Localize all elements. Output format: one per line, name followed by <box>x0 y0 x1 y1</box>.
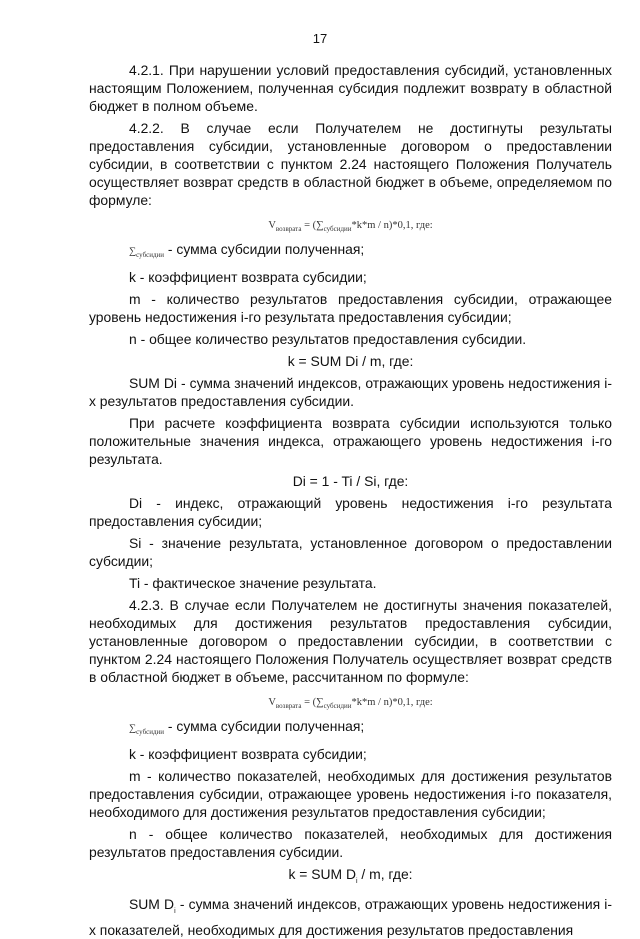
definition-n: n - общее количество результатов предоставления субсидии. <box>129 331 527 347</box>
definition-ti: Ti - фактическое значение результата. <box>129 575 377 591</box>
definition-sum-di-2: SUM $D_i$ - сумма значений индексов, отражающих уровень недостижения i-х показателей, необходимых для достижения результатов предоставления <box>89 895 612 938</box>
paragraph-calculation-note: При расчете коэффициента возврата субсидии используются только положительные значения индекса, отражающего уровень недостижения i-го результата. <box>89 415 612 467</box>
return-formula-2: $V_{возврата} = (\sum_{субсидии}*k*m / n)*0,1$, где: <box>268 697 433 711</box>
definition-si: Si - значение результата, установленное договором о предоставлении субсидии; <box>89 535 612 569</box>
definition-n-2: n - общее количество показателей, необходимых для достижения результатов предоставления субсидии. <box>89 826 612 860</box>
definition-k: k - коэффициент возврата субсидии; <box>129 269 367 285</box>
paragraph-4-2-3: 4.2.3. В случае если Получателем не достигнуты значения показателей, необходимых для достижения результатов предоставления субсидии, установленные договором о предоставлении субсидии, в соответствии с пунктом 2.24 настоящего Положения Получатель осуществляет возврат средств в областной бюджет в объеме, рассчитанном по формуле: <box>89 597 612 685</box>
definition-di: Di - индекс, отражающий уровень недостижения i-го результата предоставления субсидии; <box>89 495 612 529</box>
definition-sum-di: SUM Di - сумма значений индексов, отражающих уровень недостижения i-х результатов предоставления субсидии. <box>89 375 612 409</box>
definition-m-2: m - количество показателей, необходимых для достижения результатов предоставления субсидии, отражающее уровень недостижения i-го показателя, необходимого для достижения результатов предоставления субсидии; <box>89 768 612 820</box>
formula-k: k = SUM Di / m, где: <box>287 353 414 369</box>
sum-symbol: $\sum_{субсидии}$ <box>129 723 165 736</box>
definition-sum-subsidy: $\sum_{субсидии}$ - сумма субсидии полученная; <box>129 241 365 259</box>
formula-k-2: k = SUM $D_i$ / m, где: <box>288 866 413 885</box>
sum-symbol: $\sum_{субсидии}$ <box>129 246 165 259</box>
definition-k-2: k - коэффициент возврата субсидии; <box>129 746 367 762</box>
paragraph-4-2-1: 4.2.1. При нарушении условий предоставления субсидий, установленных настоящим Положением, полученная субсидия подлежит возврату в областной бюджет в полном объеме. <box>89 62 612 114</box>
page-number: 17 <box>312 31 328 46</box>
definition-m: m - количество результатов предоставления субсидии, отражающее уровень недостижения i-го результата предоставления субсидии; <box>89 291 612 325</box>
definition-sum-subsidy-2: $\sum_{субсидии}$ - сумма субсидии полученная; <box>129 718 365 736</box>
paragraph-4-2-2: 4.2.2. В случае если Получателем не достигнуты результаты предоставления субсидии, установленные договором о предоставлении субсидии, в соответствии с пунктом 2.24 настоящего Положения Получатель осуществляет возврат средств в областной бюджет в объеме, определяемом по формуле: <box>89 120 612 208</box>
formula-di: Di = 1 - Ti / Si, где: <box>292 473 409 489</box>
page-body <box>89 61 612 939</box>
return-formula-1: $V_{возврата} = (\sum_{субсидии}*k*m / n)*0,1$, где: <box>268 220 433 234</box>
